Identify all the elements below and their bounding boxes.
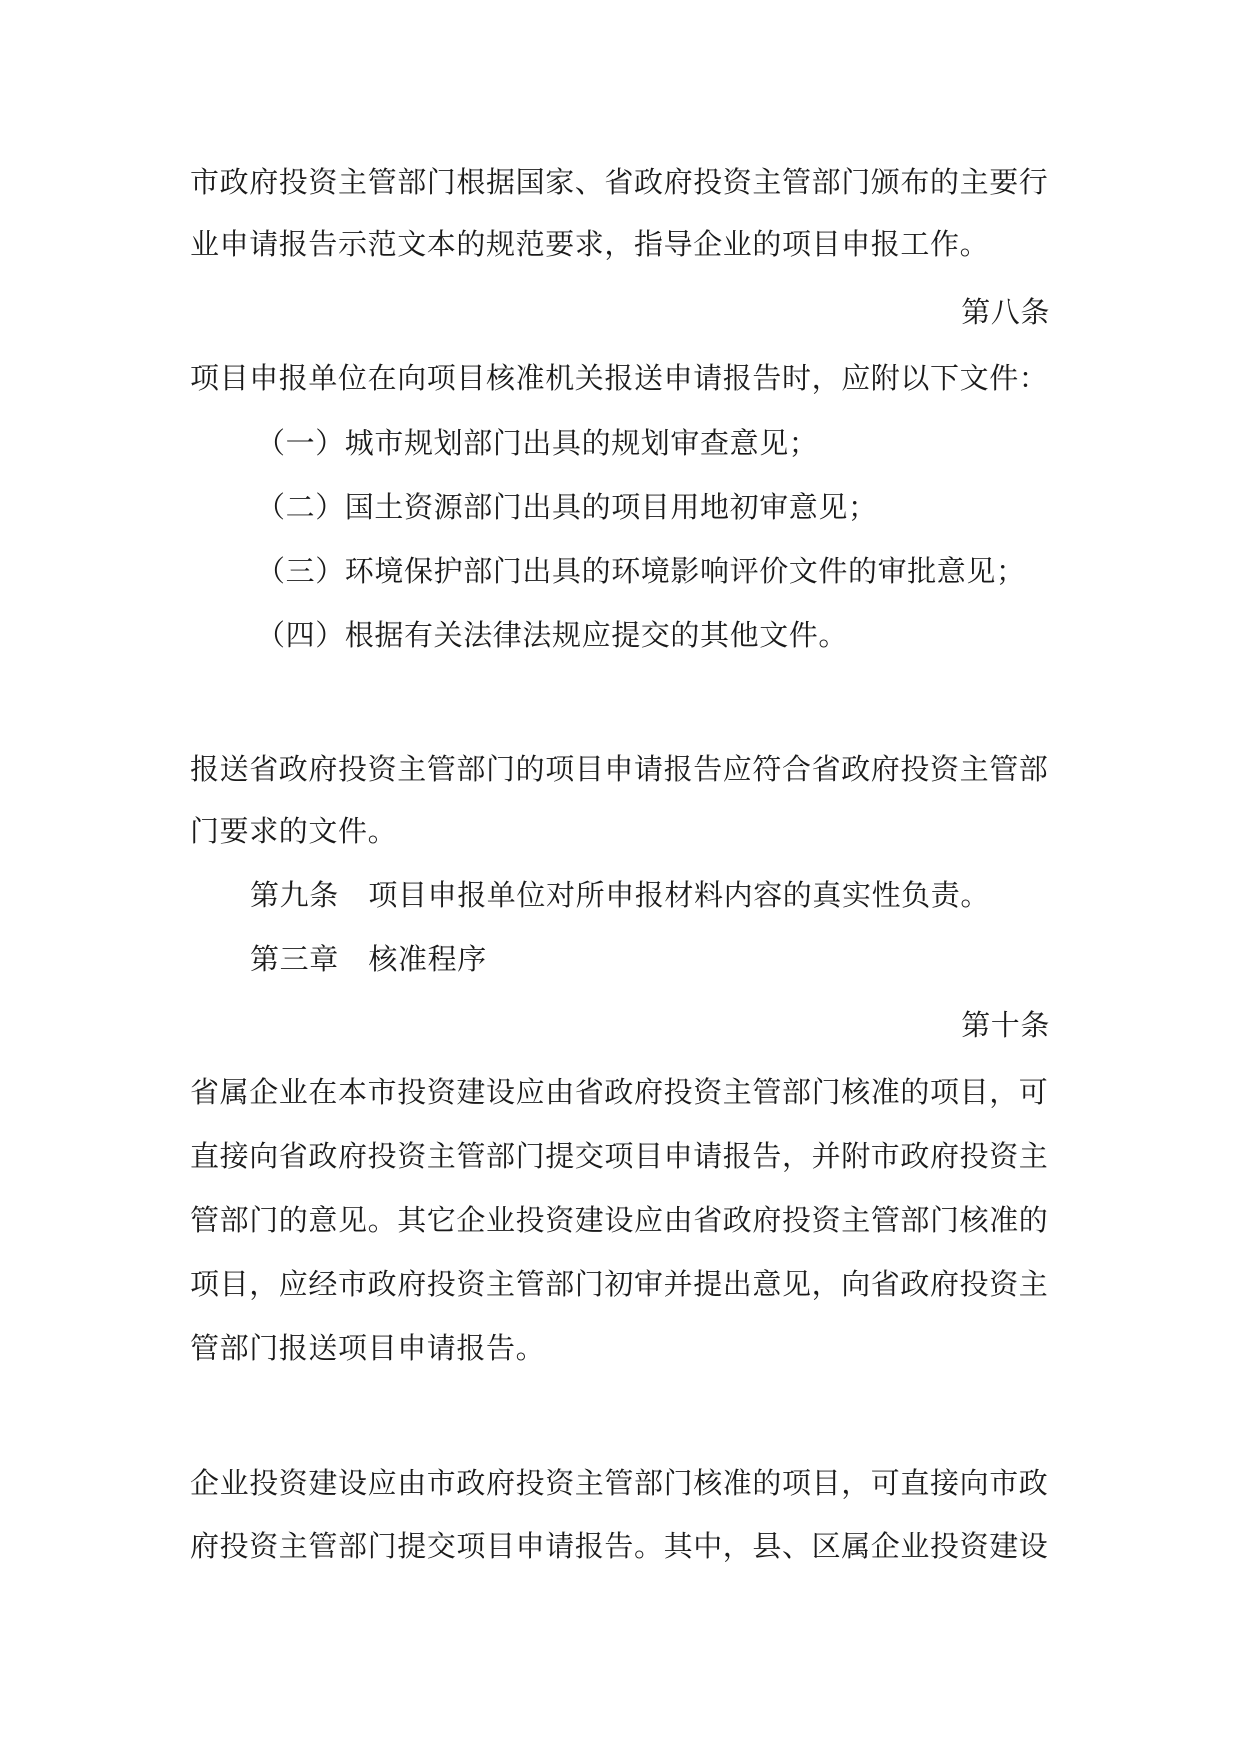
article-text: 第九条 项目申报单位对所申报材料内容的真实性负责。	[250, 878, 991, 912]
paragraph-line: 项目，应经市政府投资主管部门初审并提出意见，向省政府投资主	[190, 1267, 1049, 1301]
paragraph-line: 企业投资建设应由市政府投资主管部门核准的项目，可直接向市政	[190, 1466, 1049, 1500]
list-item: （三）环境保护部门出具的环境影响评价文件的审批意见；	[256, 554, 1026, 588]
paragraph-line: 业申请报告示范文本的规范要求，指导企业的项目申报工作。	[190, 227, 990, 261]
paragraph-line: 项目申报单位在向项目核准机关报送申请报告时，应附以下文件：	[190, 361, 1049, 395]
paragraph-line: 报送省政府投资主管部门的项目申请报告应符合省政府投资主管部	[190, 752, 1049, 786]
paragraph-line: 市政府投资主管部门根据国家、省政府投资主管部门颁布的主要行	[190, 165, 1049, 199]
article-heading: 第八条	[961, 295, 1050, 329]
chapter-heading: 第三章 核准程序	[250, 942, 487, 976]
paragraph-line: 省属企业在本市投资建设应由省政府投资主管部门核准的项目，可	[190, 1075, 1049, 1109]
paragraph-line: 直接向省政府投资主管部门提交项目申请报告，并附市政府投资主	[190, 1139, 1049, 1173]
list-item: （二）国土资源部门出具的项目用地初审意见；	[256, 490, 878, 524]
paragraph-line: 管部门报送项目申请报告。	[190, 1331, 546, 1365]
article-heading: 第十条	[961, 1008, 1050, 1042]
list-item: （一）城市规划部门出具的规划审查意见；	[256, 426, 819, 460]
list-item: （四）根据有关法律法规应提交的其他文件。	[256, 618, 849, 652]
paragraph-line: 管部门的意见。其它企业投资建设应由省政府投资主管部门核准的	[190, 1203, 1049, 1237]
paragraph-line: 府投资主管部门提交项目申请报告。其中，县、区属企业投资建设	[190, 1529, 1049, 1563]
paragraph-line: 门要求的文件。	[190, 814, 398, 848]
